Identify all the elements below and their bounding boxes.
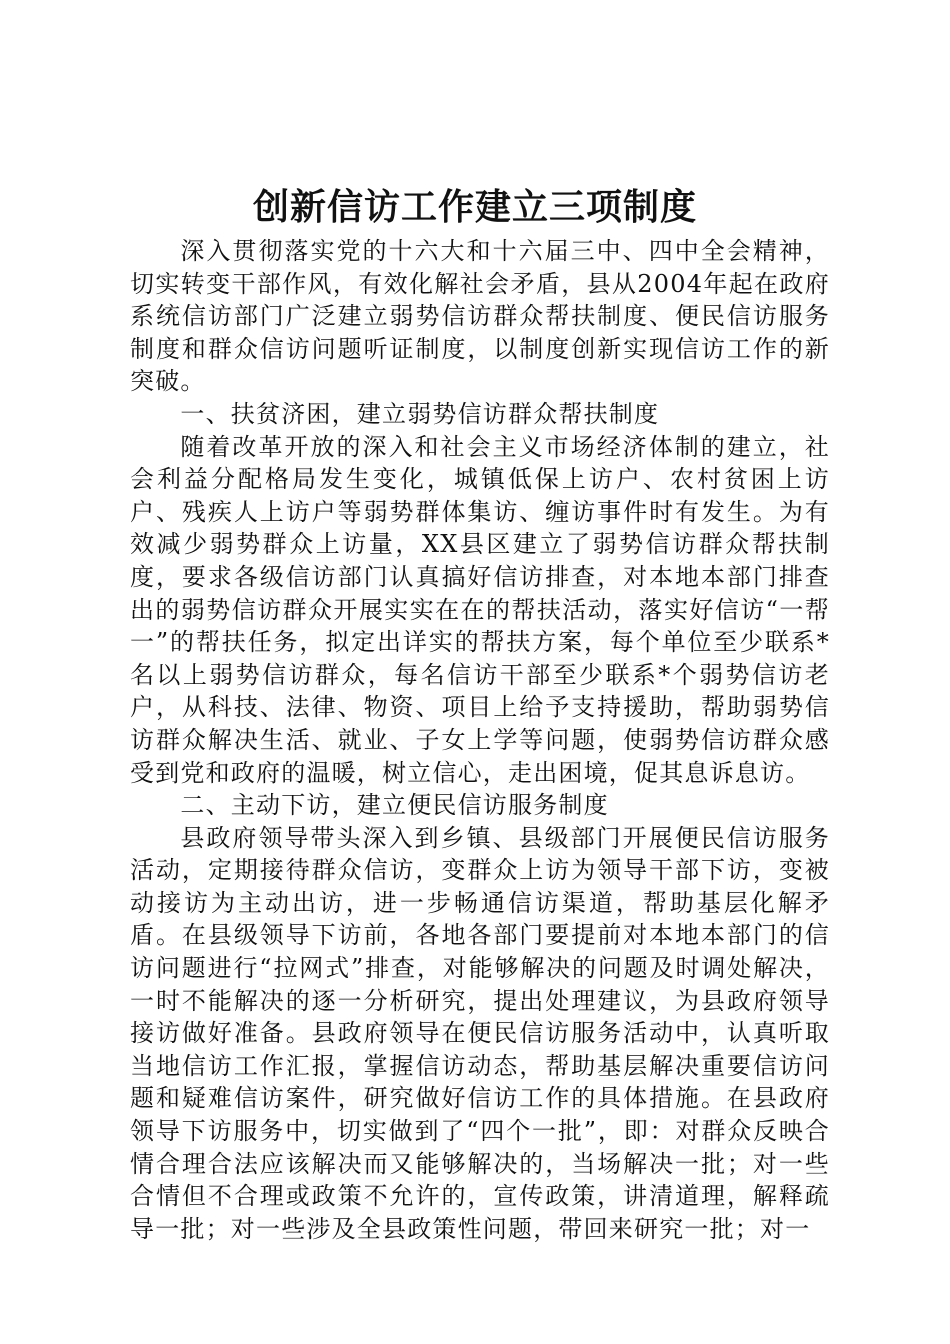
section-heading-2: 二、主动下访，建立便民信访服务制度 — [180, 791, 609, 820]
intro-paragraph: 深入贯彻落实党的十六大和十六届三中、四中全会精神，切实转变干部作风，有效化解社会矛盾，县从2004年起在政府系统信访部门广泛建立弱势信访群众帮扶制度、便民信访服务制度和群众信访问题听证制度，以制度创新实现信访工作的新突破。 — [130, 237, 830, 396]
document-title: 创新信访工作建立三项制度 — [252, 187, 697, 228]
section-heading-1: 一、扶贫济困，建立弱势信访群众帮扶制度 — [180, 399, 660, 428]
document-body — [130, 235, 830, 1245]
section-2-paragraph: 县政府领导带头深入到乡镇、县级部门开展便民信访服务活动，定期接待群众信访，变群众上访为领导干部下访，变被动接访为主动出访，进一步畅通信访渠道，帮助基层化解矛盾。在县级领导下访前，各地各部门要提前对本地本部门的信访问题进行“拉网式”排查，对能够解决的问题及时调处解决，一时不能解决的逐一分析研究，提出处理建议，为县政府领导接访做好准备。县政府领导在便民信访服务活动中，认真听取当地信访工作汇报，掌握信访动态，帮助基层解决重要信访问题和疑难信访案件，研究做好信访工作的具体措施。在县政府领导下访服务中，切实做到了“四个一批”，即：对群众反映合情合理合法应该解决而又能够解决的，当场解决一批；对一些合情但不合理或政策不允许的，宣传政策，讲清道理，解释疏导一批；对一些涉及全县政策性问题，带回来研究一批；对一 — [130, 823, 830, 1243]
section-1-paragraph: 随着改革开放的深入和社会主义市场经济体制的建立，社会利益分配格局发生变化，城镇低保上访户、农村贫困上访户、残疾人上访户等弱势群体集访、缠访事件时有发生。为有效减少弱势群众上访量，XX县区建立了弱势信访群众帮扶制度，要求各级信访部门认真搞好信访排查，对本地本部门排查出的弱势信访群众开展实实在在的帮扶活动，落实好信访“一帮一”的帮扶任务，拟定出详实的帮扶方案，每个单位至少联系*名以上弱势信访群众，每名信访干部至少联系*个弱势信访老户，从科技、法律、物资、项目上给予支持援助，帮助弱势信访群众解决生活、就业、子女上学等问题，使弱势信访群众感受到党和政府的温暖，树立信心，走出困境，促其息诉息访。 — [130, 432, 830, 787]
